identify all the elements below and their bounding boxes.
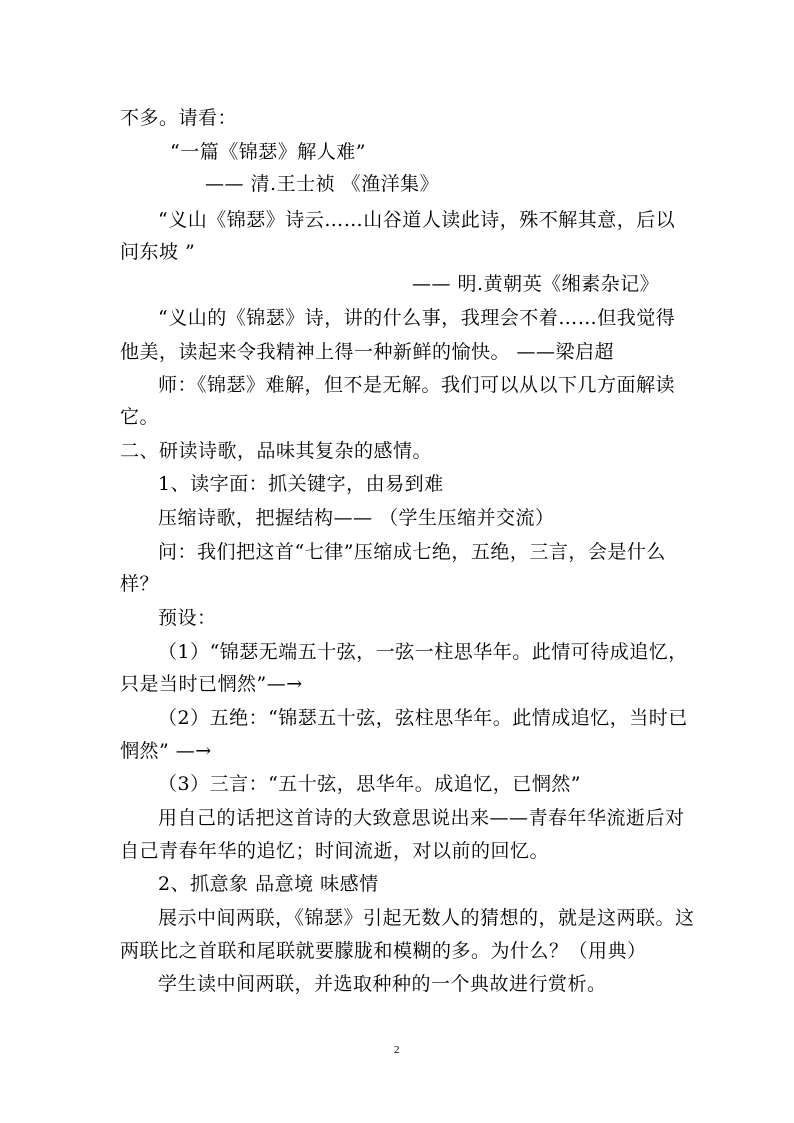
subsection-heading: 2、抓意象 品意境 味感情 [158,873,379,895]
subsection-heading: 1、读字面：抓关键字，由易到难 [158,473,444,495]
text-line: （3）三言：“五十弦，思华年。成追忆，已惘然” [158,773,582,795]
text-line: 只是当时已惘然”—→ [120,673,303,695]
text-line: 压缩诗歌，把握结构—— （学生压缩并交流） [158,507,555,529]
text-line: 师：《锦瑟》难解，但不是无解。我们可以从以下几方面解读 [158,374,676,396]
page-number: 2 [394,1044,400,1056]
text-line: 样？ [120,573,160,595]
quote-line: “一篇《锦瑟》解人难” [170,141,366,163]
attribution-line: —— 明.黄朝英《缃素杂记》 [412,273,660,295]
text-line: 问东坡 ” [120,241,196,263]
text-line: （1）“锦瑟无端五十弦，一弦一柱思华年。此情可待成追忆， [158,641,688,663]
text-line: 自己青春年华的追忆；时间流逝，对以前的回忆。 [120,840,550,862]
quote-line: “义山的《锦瑟》诗，讲的什么事，我理会不着……但我觉得 [158,307,676,329]
text-line: 两联比之首联和尾联就要朦胧和模糊的多。为什么？（用典） [120,940,647,962]
section-heading: 二、研读诗歌，品味其复杂的感情。 [120,440,433,462]
text-line: （2）五绝：“锦瑟五十弦，弦柱思华年。此情成追忆，当时已 [158,707,688,729]
text-line: 问：我们把这首“七律”压缩成七绝，五绝，三言，会是什么 [158,541,666,563]
text-line: 不多。请看： [120,107,238,129]
text-line: 用自己的话把这首诗的大致意思说出来——青春年华流逝后对 [158,807,685,829]
attribution-line: —— 清.王士祯 《渔洋集》 [205,173,440,195]
quote-line: “义山《锦瑟》诗云……山谷道人读此诗，殊不解其意，后以 [158,209,676,231]
text-line: 学生读中间两联，并选取种种的一个典故进行赏析。 [158,973,607,995]
text-line: 他美，读起来令我精神上得一种新鲜的愉快。 ——梁启超 [120,341,615,363]
text-line: 展示中间两联，《锦瑟》引起无数人的猜想的，就是这两联。这 [158,907,695,929]
text-line: 预设： [158,607,217,629]
text-line: 它。 [120,406,160,428]
text-line: 惘然” —→ [120,740,212,762]
